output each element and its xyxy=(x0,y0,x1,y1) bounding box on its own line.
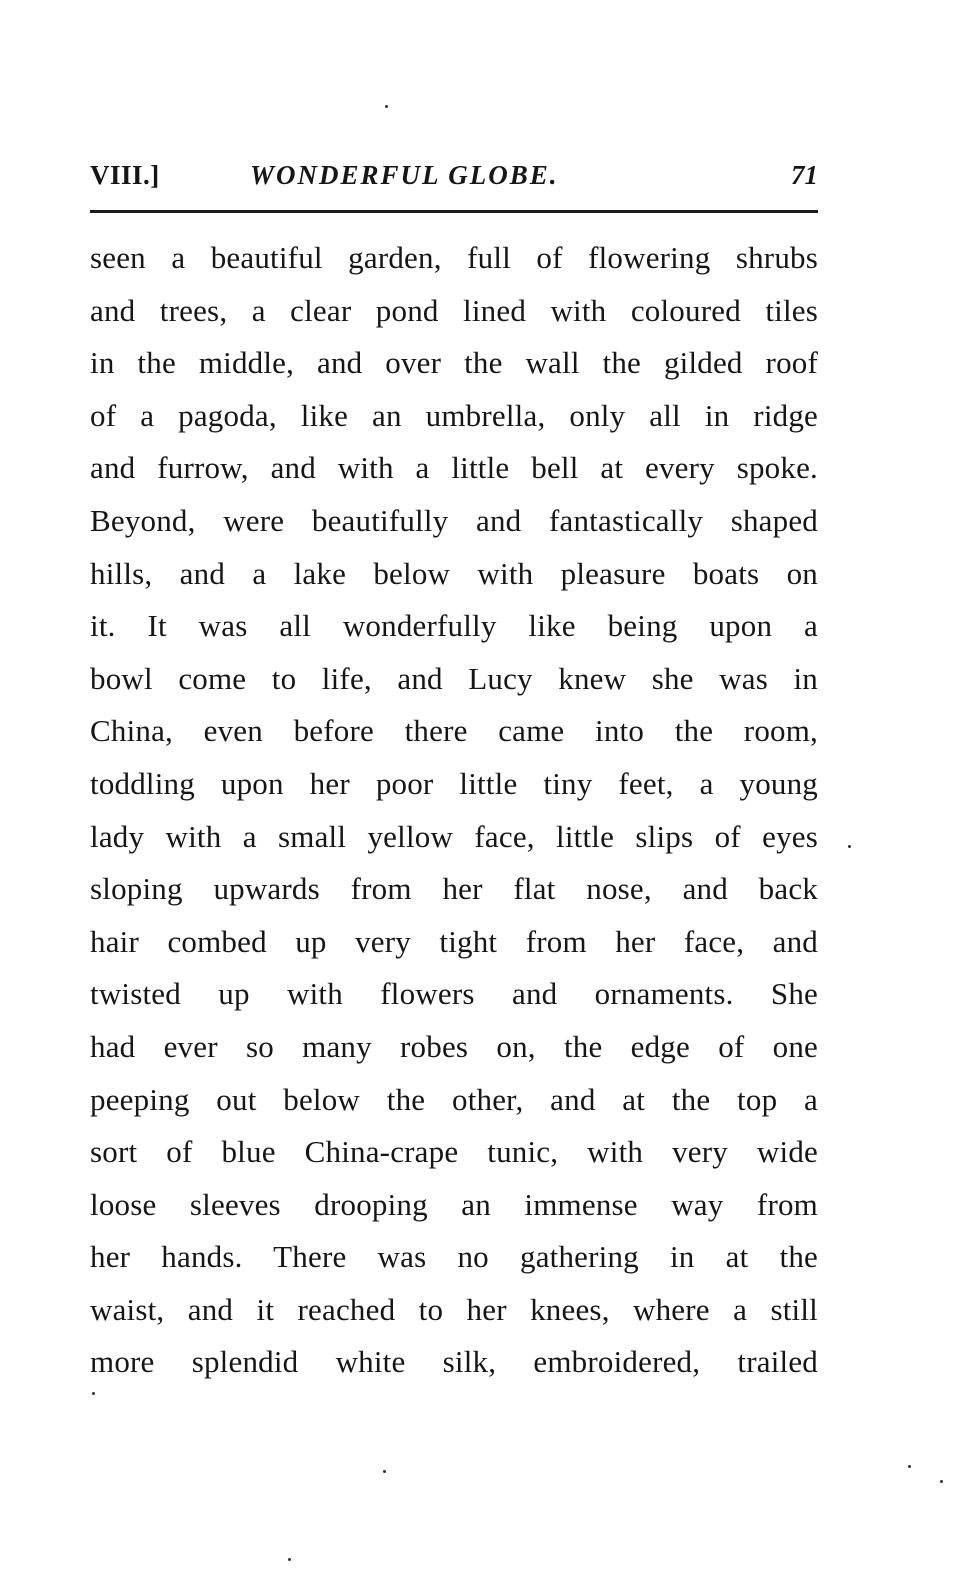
text-line: Beyond, were beautifully and fantastically shaped xyxy=(90,502,818,538)
text-line: China, even before there came into the room, xyxy=(90,713,818,749)
text-line: peeping out below the other, and at the top a xyxy=(90,1081,818,1117)
text-line: toddling upon her poor little tiny feet, a young xyxy=(90,765,818,801)
text-line: lady with a small yellow face, little slips of eyes xyxy=(90,818,818,854)
text-line: sloping upwards from her flat nose, and back xyxy=(90,871,818,907)
scan-speck xyxy=(848,845,851,848)
text-line: bowl come to life, and Lucy knew she was in xyxy=(90,660,818,696)
text-line: sort of blue China-crape tunic, with very wide xyxy=(90,1134,818,1170)
scan-speck xyxy=(383,1470,386,1473)
text-line: it. It was all wonderfully like being upon a xyxy=(90,608,818,644)
scan-speck xyxy=(908,1465,911,1468)
text-line: and furrow, and with a little bell at every spoke. xyxy=(90,450,818,486)
scan-speck xyxy=(288,1558,291,1561)
text-line: of a pagoda, like an umbrella, only all in ridge xyxy=(90,397,818,433)
page-number: 71 xyxy=(791,160,818,190)
header-rule xyxy=(90,210,818,213)
running-title: WONDERFUL GLOBE. xyxy=(250,160,559,190)
text-line: her hands. There was no gathering in at the xyxy=(90,1239,818,1275)
text-line: hair combed up very tight from her face, and xyxy=(90,923,818,959)
text-line: more splendid white silk, embroidered, trailed xyxy=(90,1344,818,1380)
scan-speck xyxy=(92,1392,95,1395)
text-line: waist, and it reached to her knees, where a still xyxy=(90,1291,818,1327)
text-line: had ever so many robes on, the edge of one xyxy=(90,1028,818,1064)
scan-speck xyxy=(385,105,388,108)
text-line: seen a beautiful garden, full of flowering shrubs xyxy=(90,240,818,275)
text-line: and trees, a clear pond lined with coloured tiles xyxy=(90,292,818,328)
page-header xyxy=(90,160,818,200)
scan-speck xyxy=(940,1480,943,1483)
text-line: in the middle, and over the wall the gilded roof xyxy=(90,345,818,381)
text-line: loose sleeves drooping an immense way from xyxy=(90,1186,818,1222)
text-line: hills, and a lake below with pleasure boats on xyxy=(90,555,818,591)
chapter-number: VIII.] xyxy=(90,160,160,190)
text-line: twisted up with flowers and ornaments. She xyxy=(90,976,818,1012)
body-text xyxy=(90,232,818,1389)
